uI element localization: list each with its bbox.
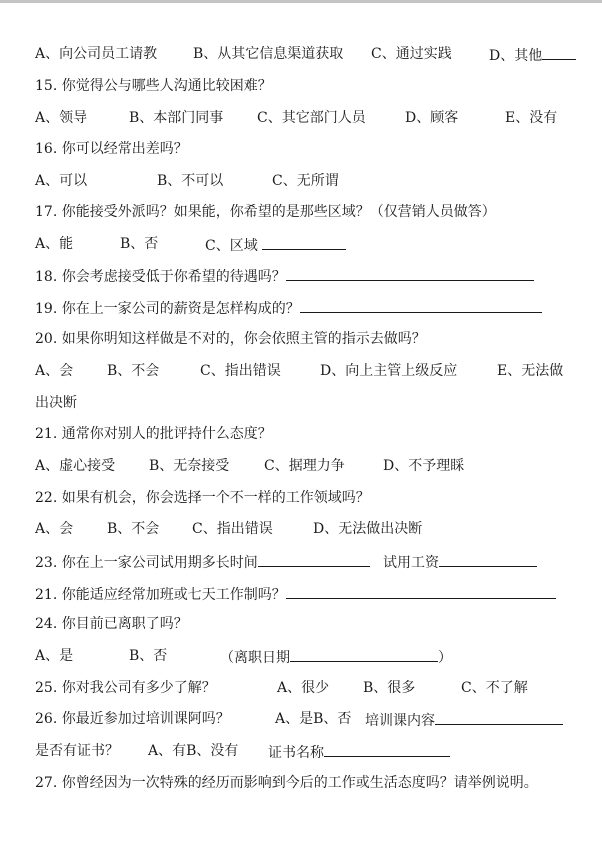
q21b-answer-blank[interactable] (286, 584, 556, 599)
q23-part2: 试用工资 (383, 552, 537, 572)
q25-option-a: A、很少 (277, 680, 330, 696)
q25-question: 25. 你对我公司有多少了解？ (35, 680, 216, 696)
q26-cert-options: A、有B、没有 (148, 743, 239, 759)
q26-question: 26. 你最近参加过培训课阿吗？ (35, 711, 230, 727)
q17-region-blank[interactable] (262, 235, 346, 250)
q19-answer-blank[interactable] (300, 298, 542, 313)
q17-question: 17. 你能接受外派吗？如果能，你希望的是那些区域？（仅营销人员做答） (35, 204, 496, 220)
q17-option-b: B、否 (120, 236, 159, 252)
q16-option-a: A、可以 (35, 173, 88, 189)
q26-cert-question: 是否有证书？ (35, 743, 119, 759)
q22-option-c: C、指出错误 (192, 521, 273, 537)
q26-content-blank[interactable] (435, 710, 563, 725)
q21-option-b: B、无奈接受 (149, 458, 230, 474)
q19-line (35, 298, 542, 316)
q22-question: 22. 如果有机会，你会选择一个不一样的工作领域吗？ (35, 490, 370, 506)
q21b-line (35, 584, 556, 602)
q22-option-a: A、会 (35, 521, 74, 537)
q27-question: 27. 你曾经因为一次特殊的经历而影响到今后的工作或生活态度吗？请举例说明。 (35, 775, 538, 791)
q26-options: A、是B、否 (275, 711, 352, 727)
q24-option-b: B、否 (129, 648, 168, 664)
q18-question: 18. 你会考虑接受低于你希望的待遇吗？ (35, 269, 286, 285)
q24-date-blank[interactable] (290, 647, 438, 662)
q25-option-c: C、不了解 (461, 680, 528, 696)
q15-option-d: D、顾客 (405, 110, 459, 126)
q21b-question: 21. 你能适应经常加班或七天工作制吗？ (35, 587, 286, 603)
q20-option-d: D、向上主管上级反应 (320, 363, 458, 379)
q21-question: 21. 通常你对别人的批评持什么态度？ (35, 426, 272, 442)
q14-option-b: B、从其它信息渠道获取 (193, 46, 344, 62)
q24-option-a: A、是 (35, 648, 74, 664)
q20-option-b: B、不会 (107, 363, 160, 379)
q17-option-a: A、能 (35, 236, 74, 252)
viewer-top-border (0, 0, 602, 3)
q22-option-b: B、不会 (107, 521, 160, 537)
q24-question: 24. 你目前已离职了吗？ (35, 616, 188, 632)
q14-other-blank[interactable] (542, 45, 576, 60)
q16-question: 16. 你可以经常出差吗？ (35, 141, 188, 157)
q20-option-e: E、无法做 (497, 363, 564, 379)
q23-salary-blank[interactable] (439, 552, 537, 567)
q24-date: （离职日期 ） (220, 647, 452, 667)
q15-question: 15. 你觉得公与哪些人沟通比较困难？ (35, 78, 272, 94)
q18-line (35, 266, 534, 284)
q19-question: 19. 你在上一家公司的薪资是怎样构成的？ (35, 301, 300, 317)
q23-part1: 23. 你在上一家公司试用期多长时间 (35, 552, 370, 572)
q14-option-a: A、向公司员工请教 (35, 46, 158, 62)
q15-option-e: E、没有 (505, 110, 558, 126)
q23-period-blank[interactable] (258, 552, 370, 567)
q15-option-a: A、领导 (35, 110, 88, 126)
q15-option-c: C、其它部门人员 (257, 110, 366, 126)
q20-option-c: C、指出错误 (200, 363, 281, 379)
q18-answer-blank[interactable] (286, 266, 534, 281)
q16-option-b: B、不可以 (157, 173, 224, 189)
q20-option-a: A、会 (35, 363, 74, 379)
q17-option-c: C、区域 (205, 235, 346, 255)
q16-option-c: C、无所谓 (272, 173, 339, 189)
q20-option-e-wrap: 出决断 (35, 395, 77, 411)
q14-option-c: C、通过实践 (371, 46, 452, 62)
q25-option-b: B、很多 (363, 680, 416, 696)
q21-option-a: A、虚心接受 (35, 458, 116, 474)
q26-cert-name-blank[interactable] (324, 742, 450, 757)
q22-option-d: D、无法做出决断 (313, 521, 423, 537)
q21-option-d: D、不予理睬 (383, 458, 465, 474)
q14-option-d: D、其他 (489, 45, 576, 65)
q26-cert-name: 证书名称 (268, 742, 450, 762)
q26-content: 培训课内容 (365, 710, 563, 730)
q21-option-c: C、据理力争 (264, 458, 345, 474)
q20-question: 20. 如果你明知这样做是不对的，你会依照主管的指示去做吗？ (35, 331, 426, 347)
q15-option-b: B、本部门同事 (129, 110, 224, 126)
